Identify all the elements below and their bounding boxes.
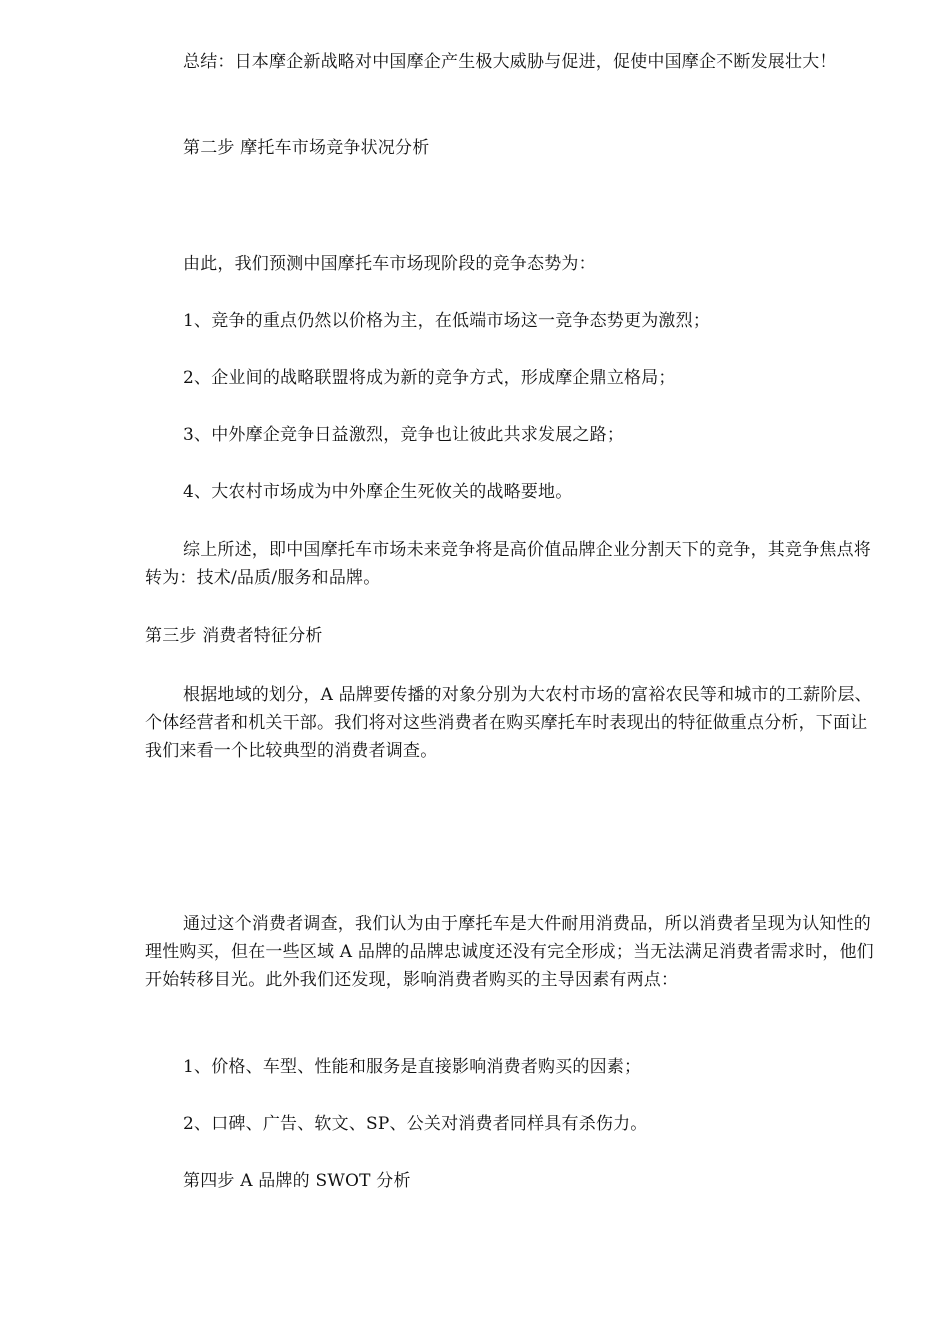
forecast-intro: 由此，我们预测中国摩托车市场现阶段的竞争态势为： [183, 254, 596, 274]
factor-item-2: 2、口碑、广告、软文、SP、公关对消费者同样具有杀伤力。 [183, 1114, 648, 1134]
forecast-item-2: 2、企业间的战略联盟将成为新的竞争方式，形成摩企鼎立格局； [183, 368, 676, 388]
consumer-intro-paragraph: 根据地域的划分，A 品牌要传播的对象分别为大农村市场的富裕农民等和城市的工薪阶层、个体经营者和机关干部。我们将对这些消费者在购买摩托车时表现出的特征做重点分析，下面让我们来看一个比较典型的消费者调查。 [145, 685, 872, 761]
forecast-item-3: 3、中外摩企竞争日益激烈，竞争也让彼此共求发展之路； [183, 425, 625, 445]
step4-heading: 第四步 A 品牌的 SWOT 分析 [183, 1171, 411, 1191]
step2-heading: 第二步 摩托车市场竞争状况分析 [183, 138, 430, 158]
factor-item-1: 1、价格、车型、性能和服务是直接影响消费者购买的因素； [183, 1057, 642, 1077]
conclusion-paragraph: 综上所述，即中国摩托车市场未来竞争将是高价值品牌企业分割天下的竞争，其竞争焦点将转为：技术/品质/服务和品牌。 [145, 540, 871, 588]
forecast-item-1: 1、竞争的重点仍然以价格为主，在低端市场这一竞争态势更为激烈； [183, 311, 711, 331]
survey-result-paragraph: 通过这个消费者调查，我们认为由于摩托车是大件耐用消费品，所以消费者呈现为认知性的理性购买，但在一些区域 A 品牌的品牌忠诚度还没有完全形成；当无法满足消费者需求时，他们开始转移目光。此外我们还发现，影响消费者购买的主导因素有两点： [145, 914, 874, 990]
summary-paragraph: 总结：日本摩企新战略对中国摩企产生极大威胁与促进，促使中国摩企不断发展壮大！ [183, 52, 837, 72]
step3-heading: 第三步 消费者特征分析 [145, 626, 323, 646]
forecast-item-4: 4、大农村市场成为中外摩企生死攸关的战略要地。 [183, 482, 573, 502]
